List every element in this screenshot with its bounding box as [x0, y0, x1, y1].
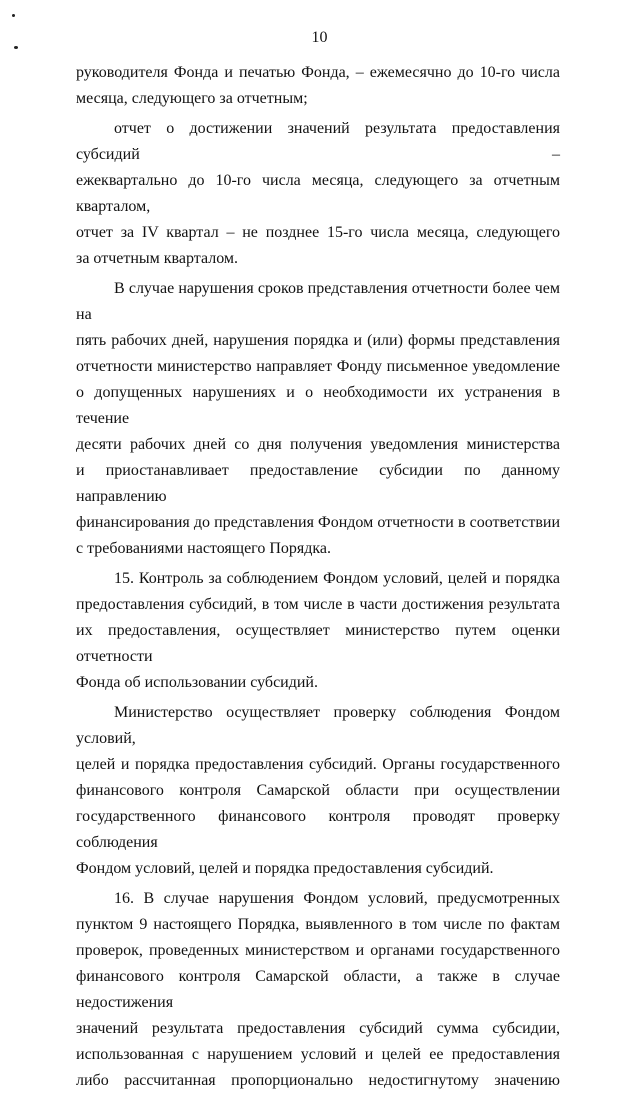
text-line: пять рабочих дней, нарушения порядка и (или) формы представления: [76, 332, 560, 349]
paragraph: [76, 60, 560, 112]
paragraph: [76, 566, 560, 696]
page-number: 10: [311, 29, 328, 46]
text-line: либо рассчитанная пропорционально недостигнутому значению: [76, 1072, 560, 1089]
paragraph: [76, 116, 560, 272]
text-line: руководителя Фонда и печатью Фонда, – ежемесячно до 10-го числа: [76, 64, 560, 81]
text-line: предоставления субсидий, в том числе в части достижения результата: [76, 596, 560, 613]
text-line: Фондом условий, целей и порядка предоставления субсидий.: [76, 860, 494, 877]
text-line: отчетности министерство направляет Фонду письменное уведомление: [76, 358, 560, 375]
text-line: финансового контроля Самарской области, а также в случае недостижения: [76, 968, 560, 1011]
text-line: значений результата предоставления субсидий сумма субсидии,: [76, 1020, 560, 1037]
text-line: с требованиями настоящего Порядка.: [76, 540, 332, 557]
text-line: о допущенных нарушениях и о необходимости их устранения в течение: [76, 384, 560, 427]
text-line: за отчетным кварталом.: [76, 250, 239, 267]
text-line: десяти рабочих дней со дня получения уведомления министерства: [76, 436, 560, 453]
text-line: проверок, проведенных министерством и органами государственного: [76, 942, 560, 959]
text-line: финансирования до представления Фондом отчетности в соответствии: [76, 514, 560, 531]
text-line: и приостанавливает предоставление субсидии по данному направлению: [76, 462, 560, 505]
text-line: пунктом 9 настоящего Порядка, выявленного в том числе по фактам: [76, 916, 560, 933]
text-line: Министерство осуществляет проверку соблюдения Фондом условий,: [76, 704, 560, 747]
scan-speck: [12, 14, 15, 17]
text-line: государственного финансового контроля проводят проверку соблюдения: [76, 808, 560, 851]
text-line: месяца, следующего за отчетным;: [76, 90, 308, 107]
body-text: [76, 60, 560, 1098]
text-line: отчет о достижении значений результата предоставления субсидий –: [76, 120, 560, 163]
text-line: Фонда об использовании субсидий.: [76, 674, 318, 691]
text-line: ежеквартально до 10-го числа месяца, следующего за отчетным кварталом,: [76, 172, 560, 215]
text-line: целей и порядка предоставления субсидий. Органы государственного: [76, 756, 560, 773]
paragraph: [76, 886, 560, 1094]
text-line: их предоставления, осуществляет министерство путем оценки отчетности: [76, 622, 560, 665]
text-line: 16. В случае нарушения Фондом условий, предусмотренных: [114, 890, 560, 907]
text-line: отчет за IV квартал – не позднее 15-го числа месяца, следующего: [76, 224, 560, 241]
paragraph: [76, 700, 560, 882]
text-line: финансового контроля Самарской области при осуществлении: [76, 782, 560, 799]
text-line: В случае нарушения сроков представления отчетности более чем на: [76, 280, 560, 323]
paragraph: [76, 276, 560, 562]
text-line: использованная с нарушением условий и целей ее предоставления: [76, 1046, 560, 1063]
text-line: 15. Контроль за соблюдением Фондом условий, целей и порядка: [114, 570, 560, 587]
